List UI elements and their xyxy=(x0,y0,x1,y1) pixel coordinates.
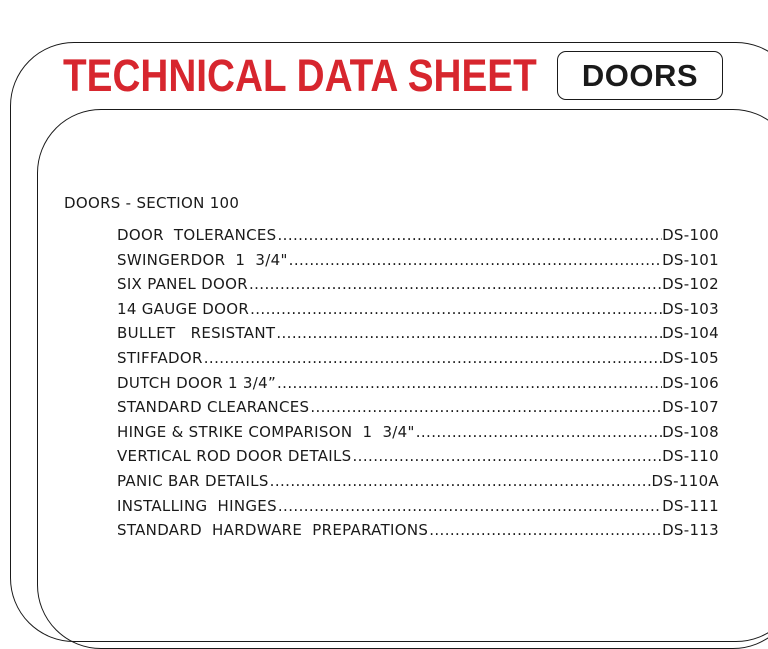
toc-entry-bullet-resistant[interactable] xyxy=(117,322,719,347)
page-title: TECHNICAL DATA SHEET xyxy=(63,50,537,101)
dot-leader xyxy=(248,273,662,295)
dot-leader xyxy=(277,495,662,517)
dot-leader xyxy=(309,396,662,418)
dot-leader xyxy=(277,224,663,246)
toc-entry-page: DS-111 xyxy=(662,496,719,515)
toc-entry-page: DS-105 xyxy=(662,348,719,367)
toc-entry-stiffador[interactable] xyxy=(117,347,719,372)
toc-entry-page: DS-102 xyxy=(662,275,719,294)
toc-entry-page: DS-110A xyxy=(651,471,719,490)
toc-entry-page: DS-100 xyxy=(662,226,719,244)
toc-entry-page: DS-104 xyxy=(662,324,719,343)
toc-entry-door-tolerances[interactable] xyxy=(117,224,719,249)
toc-entry-standard-clearances[interactable] xyxy=(117,396,719,421)
dot-leader xyxy=(275,322,662,344)
dot-leader xyxy=(203,347,662,369)
toc-entry-label: STANDARD CLEARANCES xyxy=(117,398,310,417)
toc-entry-label: DUTCH DOOR 1 3/4” xyxy=(117,373,277,392)
toc-entry-14-gauge-door[interactable] xyxy=(117,298,719,323)
toc-entry-page: DS-107 xyxy=(662,398,719,417)
toc-entry-swingerdor[interactable] xyxy=(117,249,719,274)
toc-entry-vertical-rod-door-details[interactable] xyxy=(117,445,719,470)
category-badge: DOORS xyxy=(557,51,723,100)
toc-entry-label: SWINGERDOR 1 3/4" xyxy=(117,250,288,269)
toc-entry-dutch-door[interactable] xyxy=(117,372,719,397)
toc-entry-label: INSTALLING HINGES xyxy=(117,496,277,515)
toc-entry-label: HINGE & STRIKE COMPARISON 1 3/4" xyxy=(117,422,415,441)
dot-leader xyxy=(428,519,662,541)
dot-leader xyxy=(276,372,662,394)
toc-entry-page: DS-110 xyxy=(662,447,719,466)
dot-leader xyxy=(288,249,662,271)
dot-leader xyxy=(415,421,662,443)
toc-entry-page: DS-113 xyxy=(662,521,719,540)
toc-entry-page: DS-106 xyxy=(662,373,719,392)
toc-entry-label: 14 GAUGE DOOR xyxy=(117,299,250,318)
toc-entry-page: DS-108 xyxy=(662,422,719,441)
toc-entry-label: SIX PANEL DOOR xyxy=(117,275,248,294)
dot-leader xyxy=(269,470,652,492)
toc-entry-label: VERTICAL ROD DOOR DETAILS xyxy=(117,447,352,466)
toc-entry-hinge-strike-comparison[interactable] xyxy=(117,421,719,446)
toc-entry-page: DS-103 xyxy=(662,299,719,318)
toc-entry-label: DOOR TOLERANCES xyxy=(117,226,277,244)
toc-entry-label: BULLET RESISTANT xyxy=(117,324,276,343)
dot-leader xyxy=(249,298,662,320)
toc-entry-six-panel-door[interactable] xyxy=(117,273,719,298)
toc-entry-installing-hinges[interactable] xyxy=(117,495,719,520)
toc-entry-standard-hardware-preparations[interactable] xyxy=(117,519,719,544)
toc-entry-page: DS-101 xyxy=(662,250,719,269)
toc-entry-label: STIFFADOR xyxy=(117,348,203,367)
table-of-contents xyxy=(117,224,719,544)
section-heading: DOORS - SECTION 100 xyxy=(64,194,240,212)
toc-entry-panic-bar-details[interactable] xyxy=(117,470,719,495)
toc-entry-label: PANIC BAR DETAILS xyxy=(117,471,269,490)
dot-leader xyxy=(352,445,663,467)
toc-entry-label: STANDARD HARDWARE PREPARATIONS xyxy=(117,521,429,540)
